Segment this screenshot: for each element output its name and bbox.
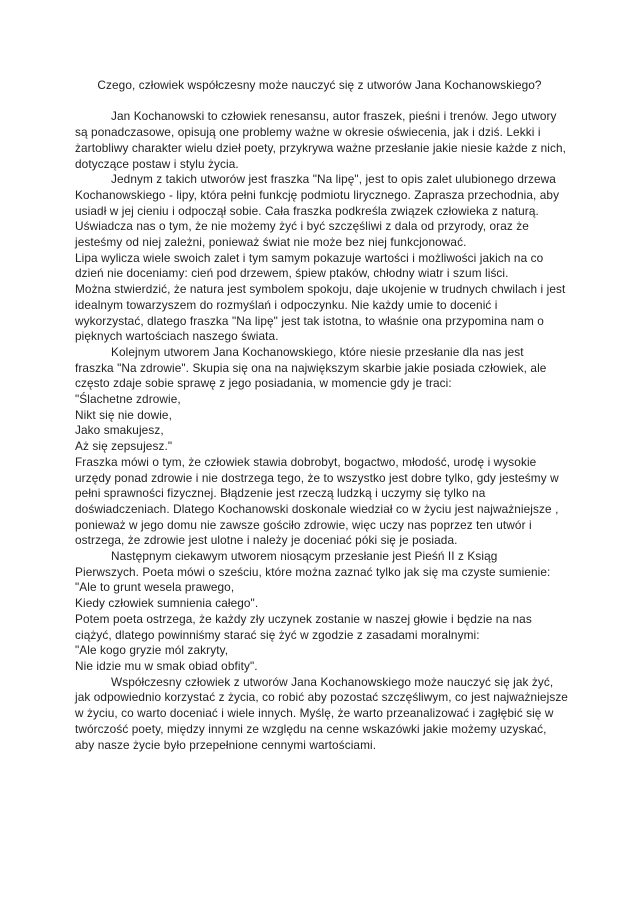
text-line: Nie idzie mu w smak obiad obfity". [75, 659, 258, 673]
essay-body [75, 109, 568, 753]
text-line: aby nasze życie było przepełnione cennymi wartościami. [75, 737, 377, 752]
text-line: pięknych wartościach naszego świata. [75, 329, 279, 344]
text-line: Aż się zepsujesz." [75, 439, 173, 454]
text-line: ostrzega, że zdrowie jest ulotne i należy je doceniać póki się je posiada. [75, 533, 458, 548]
text-line: Jednym z takich utworów jest fraszka "Na lipę", jest to opis zalet ulubionego drzewa [111, 172, 556, 187]
text-line: dzień nie doceniamy: cień pod drzewem, śpiew ptaków, chłodny wiatr i szum liści. [75, 266, 509, 281]
text-line: są ponadczasowe, opisują one problemy ważne w okresie oświecenia, jak i dziś. Lekki i [75, 125, 541, 140]
essay-title: Czego, człowiek współczesny może nauczyć się z utworów Jana Kochanowskiego? [97, 78, 542, 92]
text-line: urzędy ponad zdrowie i nie dostrzega tego, że to wszystko jest dobre tylko, gdy jesteśmy w [75, 470, 559, 485]
text-line: "Ale kogo gryzie mól zakryty, [75, 643, 229, 658]
essay-content [75, 78, 568, 753]
text-line: ciążyć, dlatego powinniśmy starać się żyć w zgodzie z zasadami moralnymi: [75, 627, 480, 642]
text-line: wykorzystać, dlatego fraszka "Na lipę" jest tak istotna, to właśnie ona przypomina nam o [75, 313, 544, 328]
text-line: Kolejnym utworem Jana Kochanowskiego, które niesie przesłanie dla nas jest [111, 344, 524, 359]
text-line: Fraszka mówi o tym, że człowiek stawia dobrobyt, bogactwo, młodość, urodę i wysokie [75, 454, 537, 469]
text-line: żartobliwy charakter wielu dzieł poety, przykrywa ważne przesłanie jakie niesie każde z nich, [75, 140, 567, 155]
text-line: jak odpowiednio korzystać z życia, co robić aby pozostać szczęśliwym, co jest najważniejsze [75, 690, 568, 705]
text-line: często zdaje sobie sprawę z jego posiadania, w momencie gdy je traci: [75, 376, 452, 391]
text-line: idealnym towarzyszem do rozmyślań i odpoczynku. Nie każdy umie to docenić i [75, 297, 498, 312]
text-line: Pierwszych. Poeta mówi o sześciu, które można zaznać tylko jak się ma czyste sumienie: [75, 564, 551, 579]
text-line: Kiedy człowiek sumnienia całego". [75, 596, 259, 611]
text-line: dotyczące postaw i stylu życia. [75, 156, 239, 171]
text-line: Uświadcza nas o tym, że nie możemy żyć i być szczęśliwi z dala od przyrody, oraz że [75, 219, 529, 234]
text-line: Następnym ciekawym utworem niosącym przesłanie jest Pieśń II z Ksiąg [111, 549, 498, 564]
text-line: twórczość poety, między innymi ze względu na cenne wskazówki jakie możemy uzyskać, [75, 721, 547, 736]
text-line: jesteśmy od niej zależni, ponieważ świat nie może bez niej funkcjonować. [75, 235, 467, 250]
text-line: usiadł w jej cieniu i odpoczął sobie. Cała fraszka podkreśla związek człowieka z naturą. [75, 203, 539, 218]
text-line: pełni sprawności fizycznej. Błądzenie jest rzeczą ludzką i uczymy się tylko na [75, 486, 486, 501]
text-line: Potem poeta ostrzega, że każdy zły uczynek zostanie w naszej głowie i będzie na nas [75, 611, 532, 626]
text-line: "Ślachetne zdrowie, [75, 392, 181, 407]
text-line: Jan Kochanowski to człowiek renesansu, autor fraszek, pieśni i trenów. Jego utwory [111, 109, 557, 124]
text-line: doświadczeniach. Dlatego Kochanowski doskonale wiedział co w życiu jest najważniejsze , [75, 501, 559, 516]
text-line: Kochanowskiego - lipy, która pełni funkcję podmiotu lirycznego. Zaprasza przechodnia, aby [75, 187, 560, 202]
text-line: Jako smakujesz, [75, 423, 164, 438]
text-line: ponieważ w jego domu nie zawsze gościło zdrowie, więc uczy nas poprzez ten utwór i [75, 517, 532, 532]
text-line: "Ale to grunt wesela prawego, [75, 580, 235, 595]
text-line: Można stwierdzić, że natura jest symbolem spokoju, daje ukojenie w trudnych chwilach i jest [75, 282, 566, 297]
text-line: fraszka "Na zdrowie". Skupia się ona na największym skarbie jakie posiada człowiek, ale [75, 360, 547, 375]
text-line: Lipa wylicza wiele swoich zalet i tym samym pokazuje wartości i możliwości jakich na co [75, 250, 544, 265]
text-line: w życiu, co warto doceniać i wiele innych. Myślę, że warto przeanalizować i zagłębić się w [75, 706, 554, 721]
text-line: Nikt się nie dowie, [75, 407, 172, 422]
text-line: Współczesny człowiek z utworów Jana Kochanowskiego może nauczyć się jak żyć, [111, 674, 554, 689]
